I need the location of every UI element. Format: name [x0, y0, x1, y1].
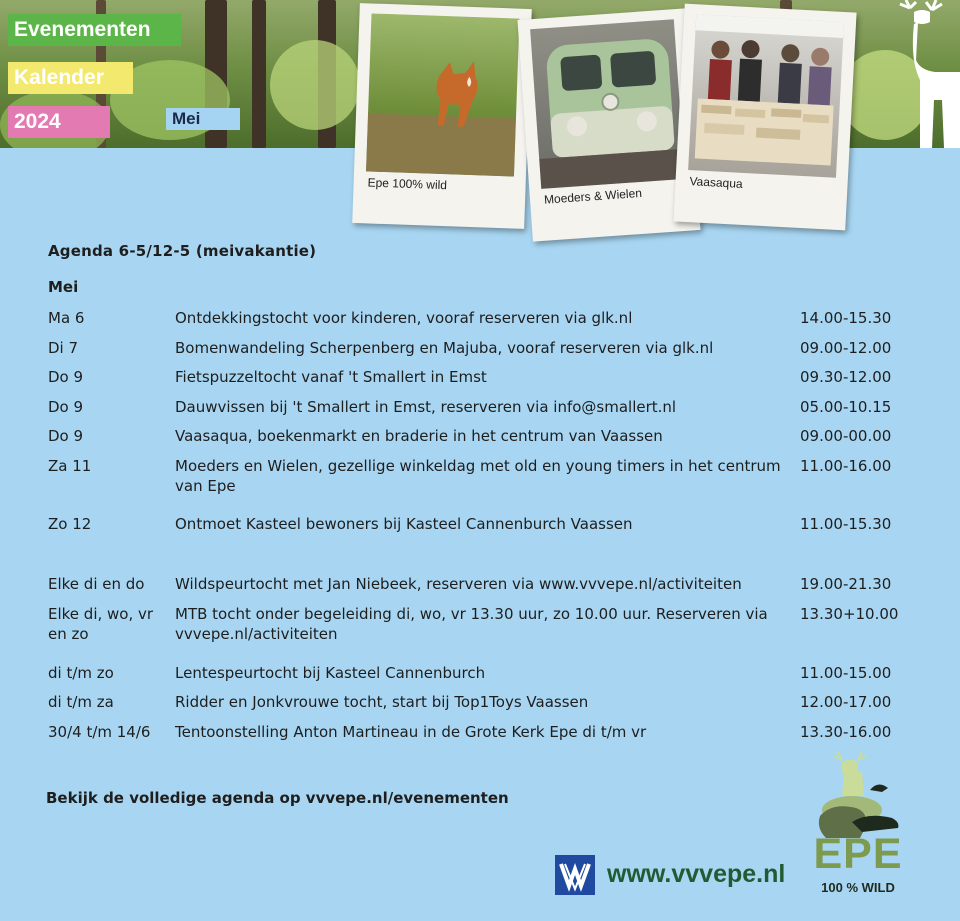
event-description: Moeders en Wielen, gezellige winkeldag met old en young timers in het centrum van Epe — [175, 457, 781, 495]
event-description: Lentespeurtocht bij Kasteel Cannenburch — [175, 664, 486, 682]
book-market-photo — [688, 14, 844, 178]
event-time: 19.00-21.30 — [800, 575, 892, 593]
agenda — [48, 242, 918, 741]
event-description: Dauwvissen bij 't Smallert in Emst, reserveren via info@smallert.nl — [175, 398, 677, 416]
vvv-logo-icon — [555, 855, 595, 895]
full-agenda-link: Bekijk de volledige agenda op vvvepe.nl/evenementen — [46, 789, 509, 807]
event-day: Do 9 — [48, 368, 84, 386]
photo-card-fox — [352, 3, 532, 229]
event-day: Elke di, wo, vr en zo — [48, 605, 154, 643]
event-description: Bomenwandeling Scherpenberg en Majuba, vooraf reserveren via glk.nl — [175, 339, 714, 357]
agenda-month: Mei — [48, 278, 79, 296]
title-tag-events: Evenementen — [8, 14, 181, 46]
website-url: www.vvvepe.nl — [607, 860, 786, 888]
fox-photo — [366, 13, 519, 176]
event-day: 30/4 t/m 14/6 — [48, 723, 151, 741]
event-day: Elke di en do — [48, 575, 145, 593]
vw-bus-photo — [530, 19, 685, 189]
event-description: Tentoonstelling Anton Martineau in de Grote Kerk Epe di t/m vr — [175, 723, 647, 741]
event-description: Ridder en Jonkvrouwe tocht, start bij Top1Toys Vaassen — [175, 693, 589, 711]
title-tag-year: 2024 — [8, 106, 110, 138]
agenda-title: Agenda 6-5/12-5 (meivakantie) — [48, 242, 317, 260]
event-day: Zo 12 — [48, 515, 92, 533]
event-time: 05.00-10.15 — [800, 398, 892, 416]
event-description: Vaasaqua, boekenmarkt en braderie in het centrum van Vaassen — [175, 427, 663, 445]
event-description: Fietspuzzeltocht vanaf 't Smallert in Emst — [175, 368, 487, 386]
deer-silhouette-icon — [880, 0, 960, 148]
event-time: 14.00-15.30 — [800, 309, 892, 327]
event-time: 11.00-15.00 — [800, 664, 892, 682]
epe-logo-subtitle: 100 % WILD — [821, 880, 895, 895]
photo-caption: Moeders & Wielen — [543, 185, 643, 207]
epe-logo-title: EPE — [813, 830, 903, 878]
event-day: Di 7 — [48, 339, 79, 357]
photo-caption: Vaasaqua — [689, 174, 743, 191]
event-time: 09.00-00.00 — [800, 427, 892, 445]
event-time: 13.30-16.00 — [800, 723, 892, 741]
foliage — [270, 40, 360, 130]
event-day: di t/m za — [48, 693, 114, 711]
event-time: 11.00-16.00 — [800, 457, 892, 475]
photo-card-bus — [517, 8, 700, 241]
event-description: MTB tocht onder begeleiding di, wo, vr 13.30 uur, zo 10.00 uur. Reserveren via vvvepe.nl/activiteiten — [175, 605, 768, 643]
month-tag: Mei — [166, 108, 240, 130]
event-day: Za 11 — [48, 457, 92, 475]
vw-bus-icon — [530, 19, 685, 189]
photo-card-market — [673, 4, 856, 231]
fox-icon — [366, 13, 519, 176]
title-tag-calendar: Kalender — [8, 62, 133, 94]
photo-caption: Epe 100% wild — [367, 175, 448, 193]
event-time: 11.00-15.30 — [800, 515, 892, 533]
event-day: Do 9 — [48, 398, 84, 416]
event-time: 13.30+10.00 — [800, 605, 899, 623]
event-time: 09.30-12.00 — [800, 368, 892, 386]
event-day: di t/m zo — [48, 664, 114, 682]
event-time: 09.00-12.00 — [800, 339, 892, 357]
event-day: Do 9 — [48, 427, 84, 445]
event-description: Wildspeurtocht met Jan Niebeek, reserveren via www.vvvepe.nl/activiteiten — [175, 575, 742, 593]
event-day: Ma 6 — [48, 309, 85, 327]
book-market-icon — [688, 14, 844, 178]
event-description: Ontmoet Kasteel bewoners bij Kasteel Cannenburch Vaassen — [175, 515, 633, 533]
event-description: Ontdekkingstocht voor kinderen, vooraf reserveren via glk.nl — [175, 309, 633, 327]
tree-trunk — [252, 0, 266, 148]
event-time: 12.00-17.00 — [800, 693, 892, 711]
